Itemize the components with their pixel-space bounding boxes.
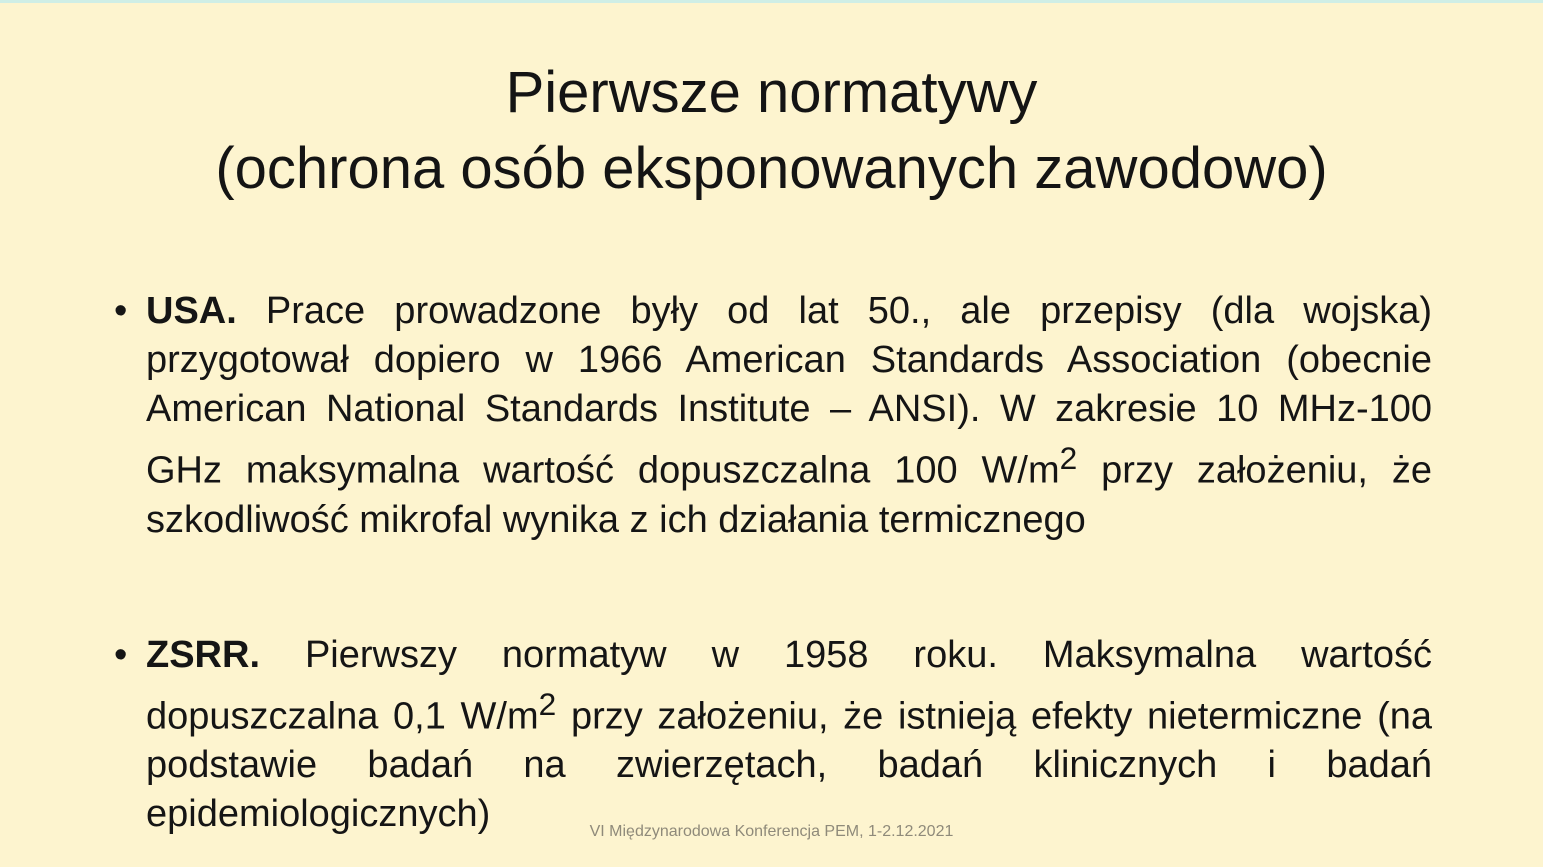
- bullet-country-usa: USA.: [146, 290, 237, 332]
- bullet-list: [112, 287, 1432, 839]
- bullet-icon: •: [114, 633, 128, 676]
- slide-title-line-1: Pierwsze normatywy: [505, 60, 1038, 125]
- superscript-unit-zsrr: 2: [538, 685, 557, 722]
- slide-footer: VI Międzynarodowa Konferencja PEM, 1-2.12.2021: [589, 823, 954, 840]
- bullet-icon: •: [114, 290, 128, 332]
- bullet-text-usa-continued: przy założeniu, że szkodliwość mikrofal wynika z ich działania termicznego: [146, 449, 1433, 541]
- superscript-unit-usa: 2: [1059, 440, 1078, 476]
- bullet-item-usa: [112, 287, 1432, 545]
- bullet-country-zsrr: ZSRR.: [146, 633, 260, 676]
- bullet-text-usa: Prace prowadzone były od lat 50., ale przepisy (dla wojska) przygotował dopiero w 1966 American Standards Association (obecnie American National Standards Institute – ANSI). W zakresie 10 MHz-100 GHz maksymalna wartość dopuszczalna 100 W/m: [146, 290, 1433, 492]
- slide-title: [0, 55, 1543, 207]
- bullet-text-zsrr-continued: przy założeniu, że istnieją efekty nietermiczne (na podstawie badań na zwierzętach, badań klinicznych i badań epidemiologicznych): [146, 695, 1433, 836]
- slide-title-line-2: (ochrona osób eksponowanych zawodowo): [215, 136, 1328, 201]
- bullet-item-zsrr: [112, 631, 1432, 840]
- bullet-text-zsrr: Pierwszy normatyw w 1958 roku. Maksymalna wartość dopuszczalna 0,1 W/m: [146, 633, 1432, 738]
